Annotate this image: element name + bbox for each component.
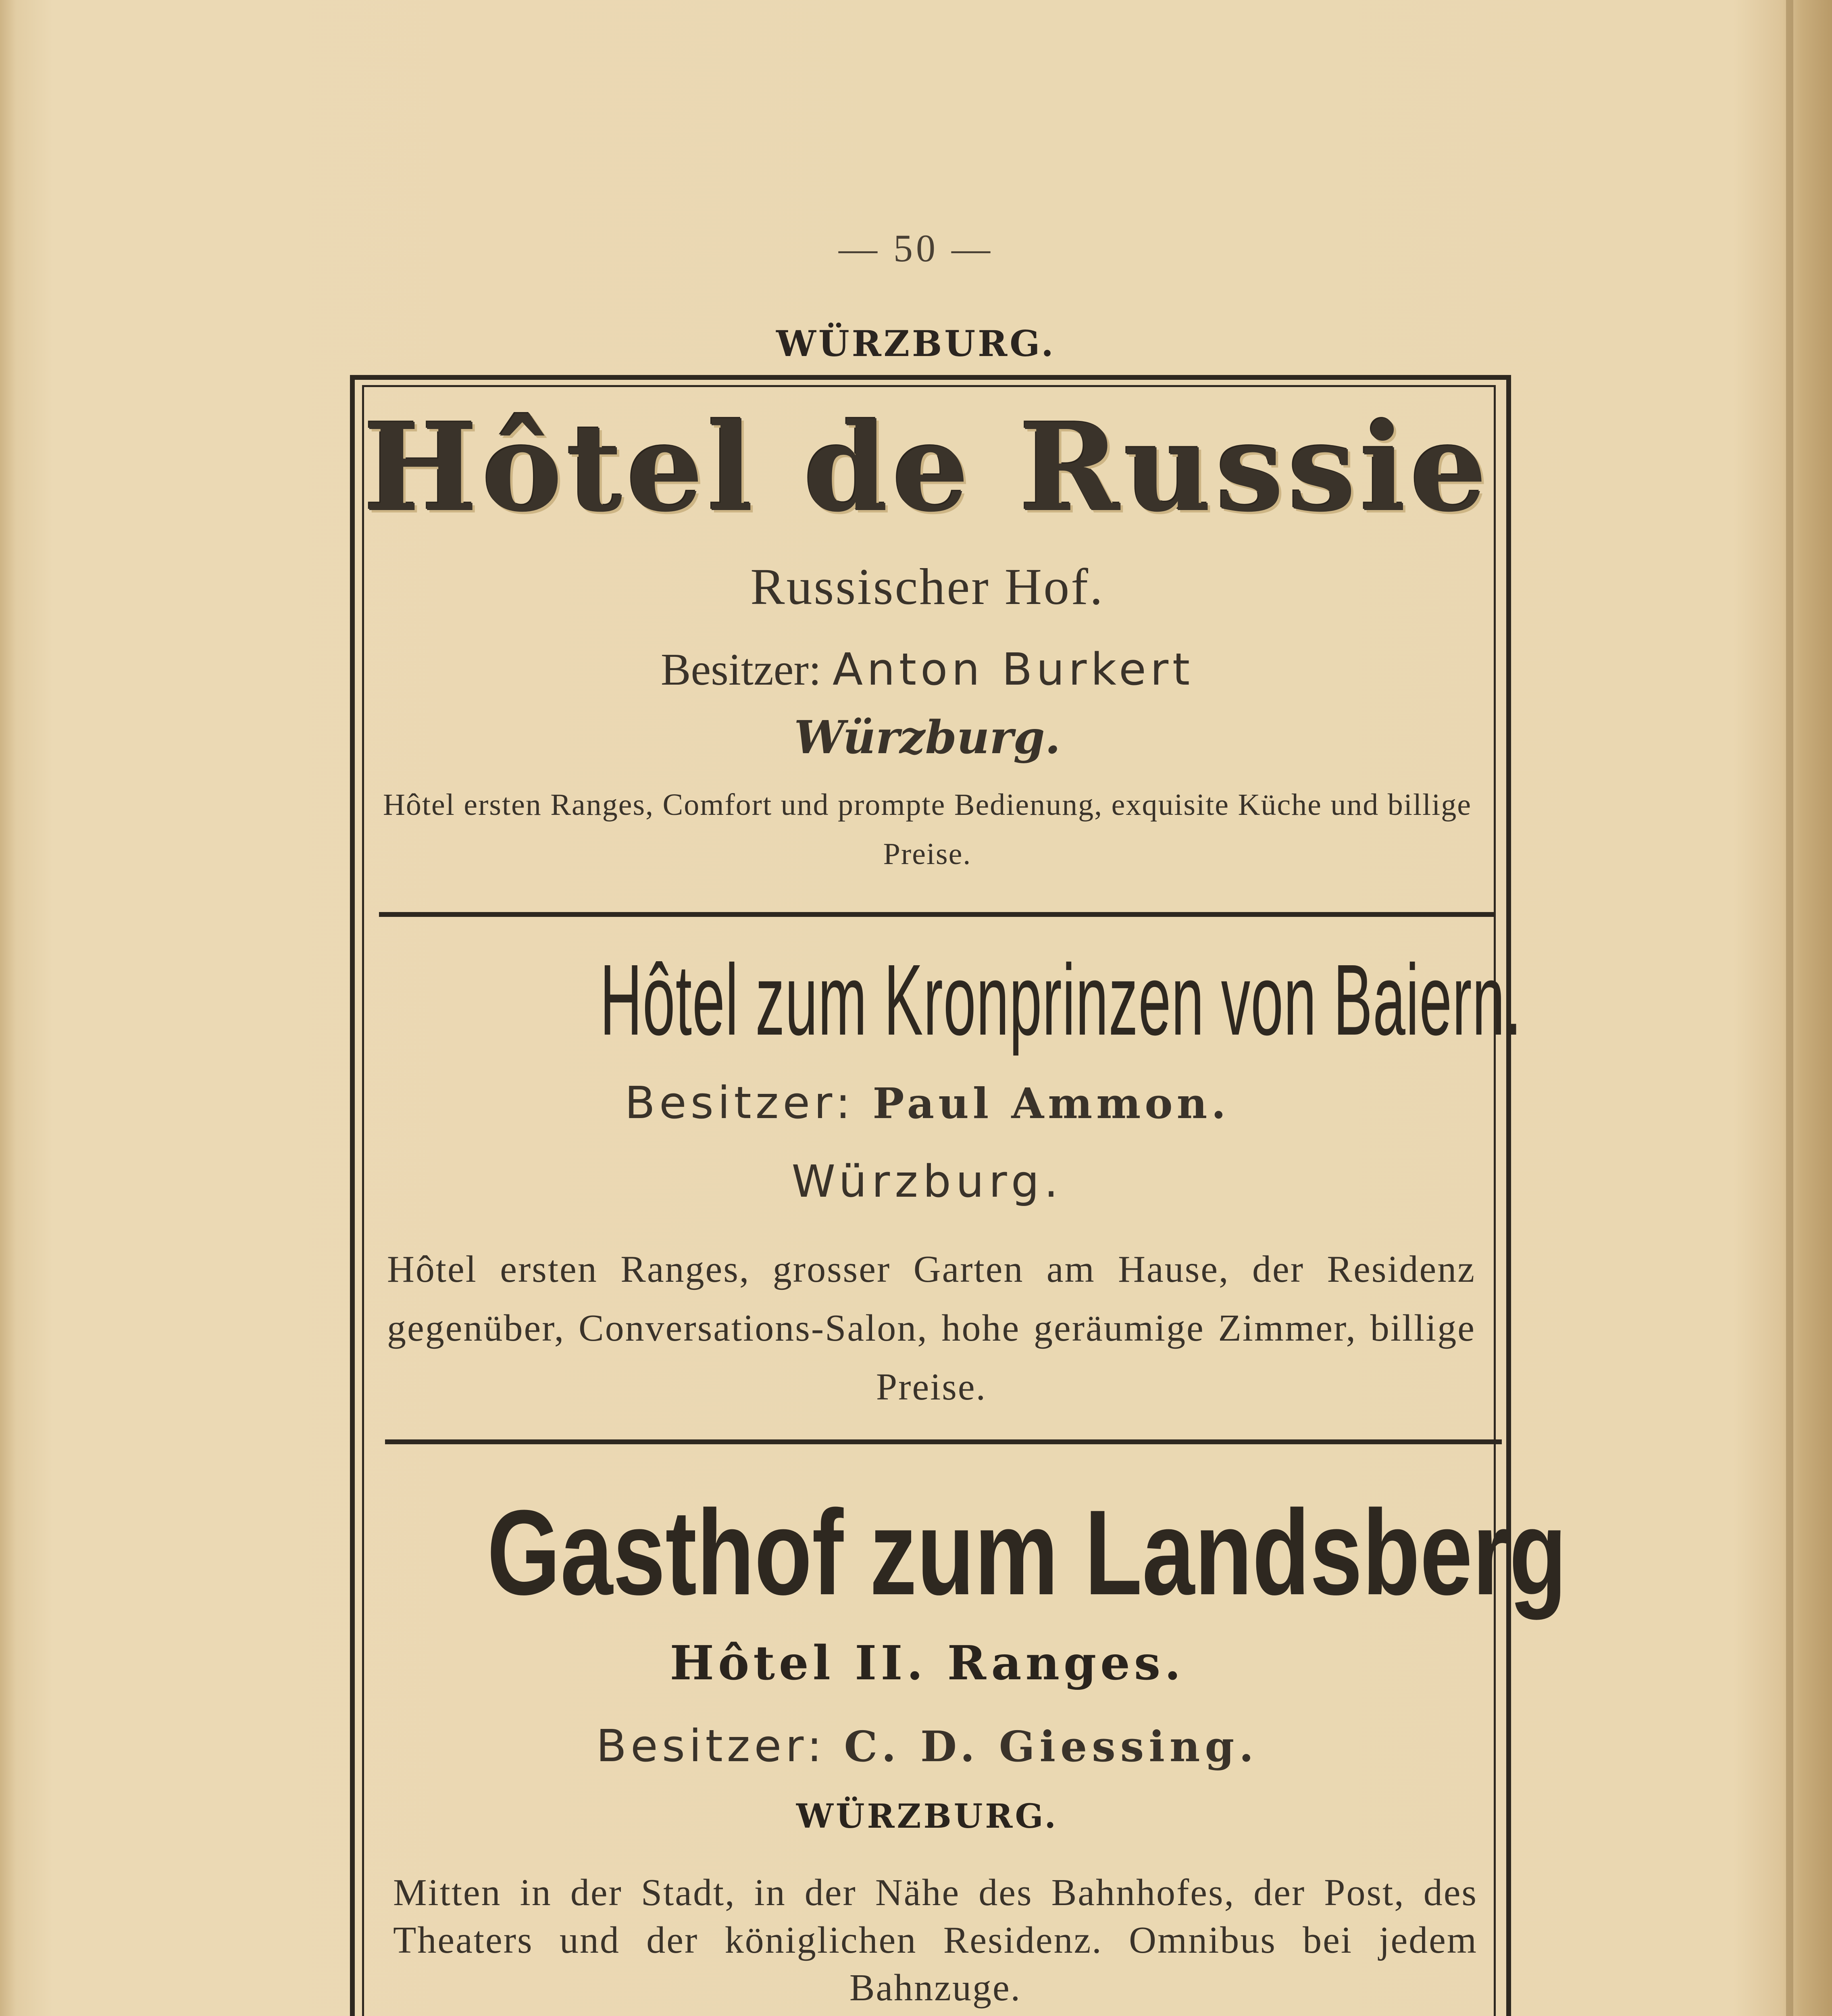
- ad-title-gasthof-landsberg: Gasthof zum Landsberg: [487, 1485, 1567, 1620]
- section-divider-1: [379, 912, 1496, 917]
- ad-town-2: Würzburg.: [791, 1156, 1063, 1207]
- ad-owner-line-1: [363, 641, 1492, 698]
- ad-description-3: Mitten in der Stadt, in der Nähe des Bahnhofes, der Post, des Theaters und der königlichen Residenz. Omnibus bei jedem Bahnzuge.: [393, 1872, 1478, 2009]
- owner-label: Besitzer:: [660, 645, 821, 695]
- ad-subtitle-russischer-hof: Russischer Hof.: [750, 558, 1104, 615]
- owner-label: Besitzer:: [625, 1077, 855, 1129]
- owner-name: C. D. Giessing.: [844, 1722, 1259, 1771]
- ad-town-1: Würzburg.: [794, 711, 1061, 764]
- owner-name: Anton Burkert: [832, 644, 1194, 695]
- page-gutter-shadow: [1786, 0, 1793, 2016]
- section-divider-2: [385, 1439, 1502, 1444]
- ad-town-3: WÜRZBURG.: [796, 1797, 1059, 1836]
- ad-title-kronprinzen: Hôtel zum Kronprinzen von Baiern.: [600, 943, 1522, 1056]
- ad-owner-line-3: [363, 1718, 1492, 1775]
- ad-description-1: Hôtel ersten Ranges, Comfort und prompte Bedienung, exquisite Küche und billige Preise.: [383, 788, 1472, 871]
- ad-description-2: Hôtel ersten Ranges, grosser Garten am Hause, der Residenz gegenüber, Conversations-Salon, hohe geräumige Zimmer, billige Preise.: [387, 1248, 1476, 1408]
- owner-name: Paul Ammon.: [872, 1079, 1230, 1128]
- running-head: WÜRZBURG.: [776, 323, 1056, 364]
- ad-title-hotel-de-russie: Hôtel de Russie: [363, 396, 1491, 539]
- page-number: — 50 —: [839, 227, 993, 270]
- ad-subtitle-hotel-ranges: Hôtel II. Ranges.: [670, 1636, 1185, 1691]
- ad-owner-line-2: [363, 1075, 1492, 1132]
- owner-label: Besitzer:: [596, 1720, 826, 1772]
